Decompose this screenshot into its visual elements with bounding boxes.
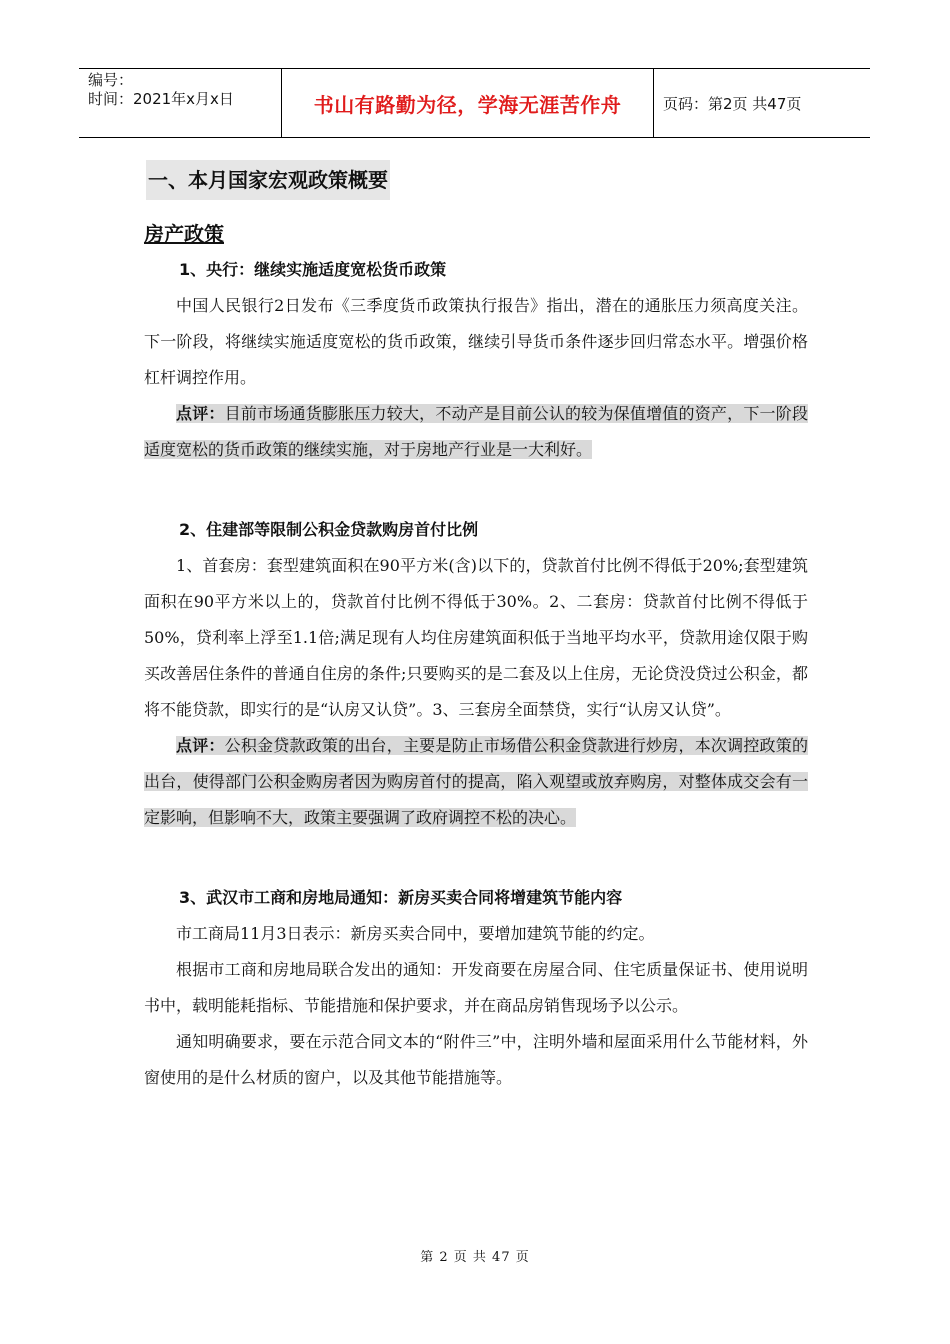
page-footer: 第 2 页 共 47 页 [420, 1250, 530, 1265]
item-paragraph: 市工商局11月3日表示：新房买卖合同中，要增加建筑节能的约定。 [176, 924, 655, 943]
header-number: 编号： [88, 71, 134, 89]
header-motto: 书山有路勤为径，学海无涯苦作舟 [313, 92, 622, 117]
item-comment-2 [144, 728, 808, 836]
header-motto-cell [281, 69, 654, 137]
section-title: 一、本月国家宏观政策概要 [146, 160, 390, 200]
comment-text: 公积金贷款政策的出台，主要是防止市场借公积金贷款进行炒房，本次调控政策的出台，使得部门公积金购房者因为购房首付的提高，陷入观望或放弃购房，对整体成交会有一定影响，但影响不大，政策主要强调了政府调控不松的决心。 [144, 736, 808, 827]
item-title-2: 2、住建部等限制公积金贷款购房首付比例 [179, 520, 479, 539]
item-title-3: 3、武汉市工商和房地局通知：新房买卖合同将增建筑节能内容 [179, 888, 623, 907]
header-left-cell [79, 69, 281, 137]
header-page-number: 页码：第2页 共47页 [663, 94, 802, 113]
item-comment-1 [144, 396, 808, 468]
comment-label: 点评： [176, 736, 225, 755]
item-paragraph: 通知明确要求，要在示范合同文本的“附件三”中，注明外墙和屋面采用什么节能材料，外窗使用的是什么材质的窗户，以及其他节能措施等。 [144, 1032, 808, 1087]
item-paragraph: 根据市工商和房地局联合发出的通知：开发商要在房屋合同、住宅质量保证书、使用说明书中，载明能耗指标、节能措施和保护要求，并在商品房销售现场予以公示。 [144, 960, 808, 1015]
header-date: 时间：2021年x月x日 [88, 90, 234, 108]
item-paragraph: 1、首套房：套型建筑面积在90平方米(含)以下的，贷款首付比例不得低于20%;套型建筑面积在90平方米以上的，贷款首付比例不得低于30%。2、二套房：贷款首付比例不得低于50%，贷利率上浮至1.1倍;满足现有人均住房建筑面积低于当地平均水平，贷款用途仅限于购买改善居住条件的普通自住房的条件;只要购买的是二套及以上住房，无论贷没贷过公积金，都将不能贷款，即实行的是“认房又认贷”。3、三套房全面禁贷，实行“认房又认贷”。 [144, 556, 808, 719]
comment-label: 点评： [176, 404, 225, 423]
header-page-cell [654, 69, 870, 137]
item-paragraph: 中国人民银行2日发布《三季度货币政策执行报告》指出，潜在的通胀压力须高度关注。下一阶段，将继续实施适度宽松的货币政策，继续引导货币条件逐步回归常态水平。增强价格杠杆调控作用。 [144, 296, 808, 387]
subsection-title: 房产政策 [144, 222, 224, 246]
comment-text: 目前市场通货膨胀压力较大，不动产是目前公认的较为保值增值的资产，下一阶段适度宽松的货币政策的继续实施，对于房地产行业是一大利好。 [144, 404, 808, 459]
document-body [144, 160, 808, 1096]
item-title-1: 1、央行：继续实施适度宽松货币政策 [179, 260, 447, 279]
page-header [79, 68, 870, 138]
